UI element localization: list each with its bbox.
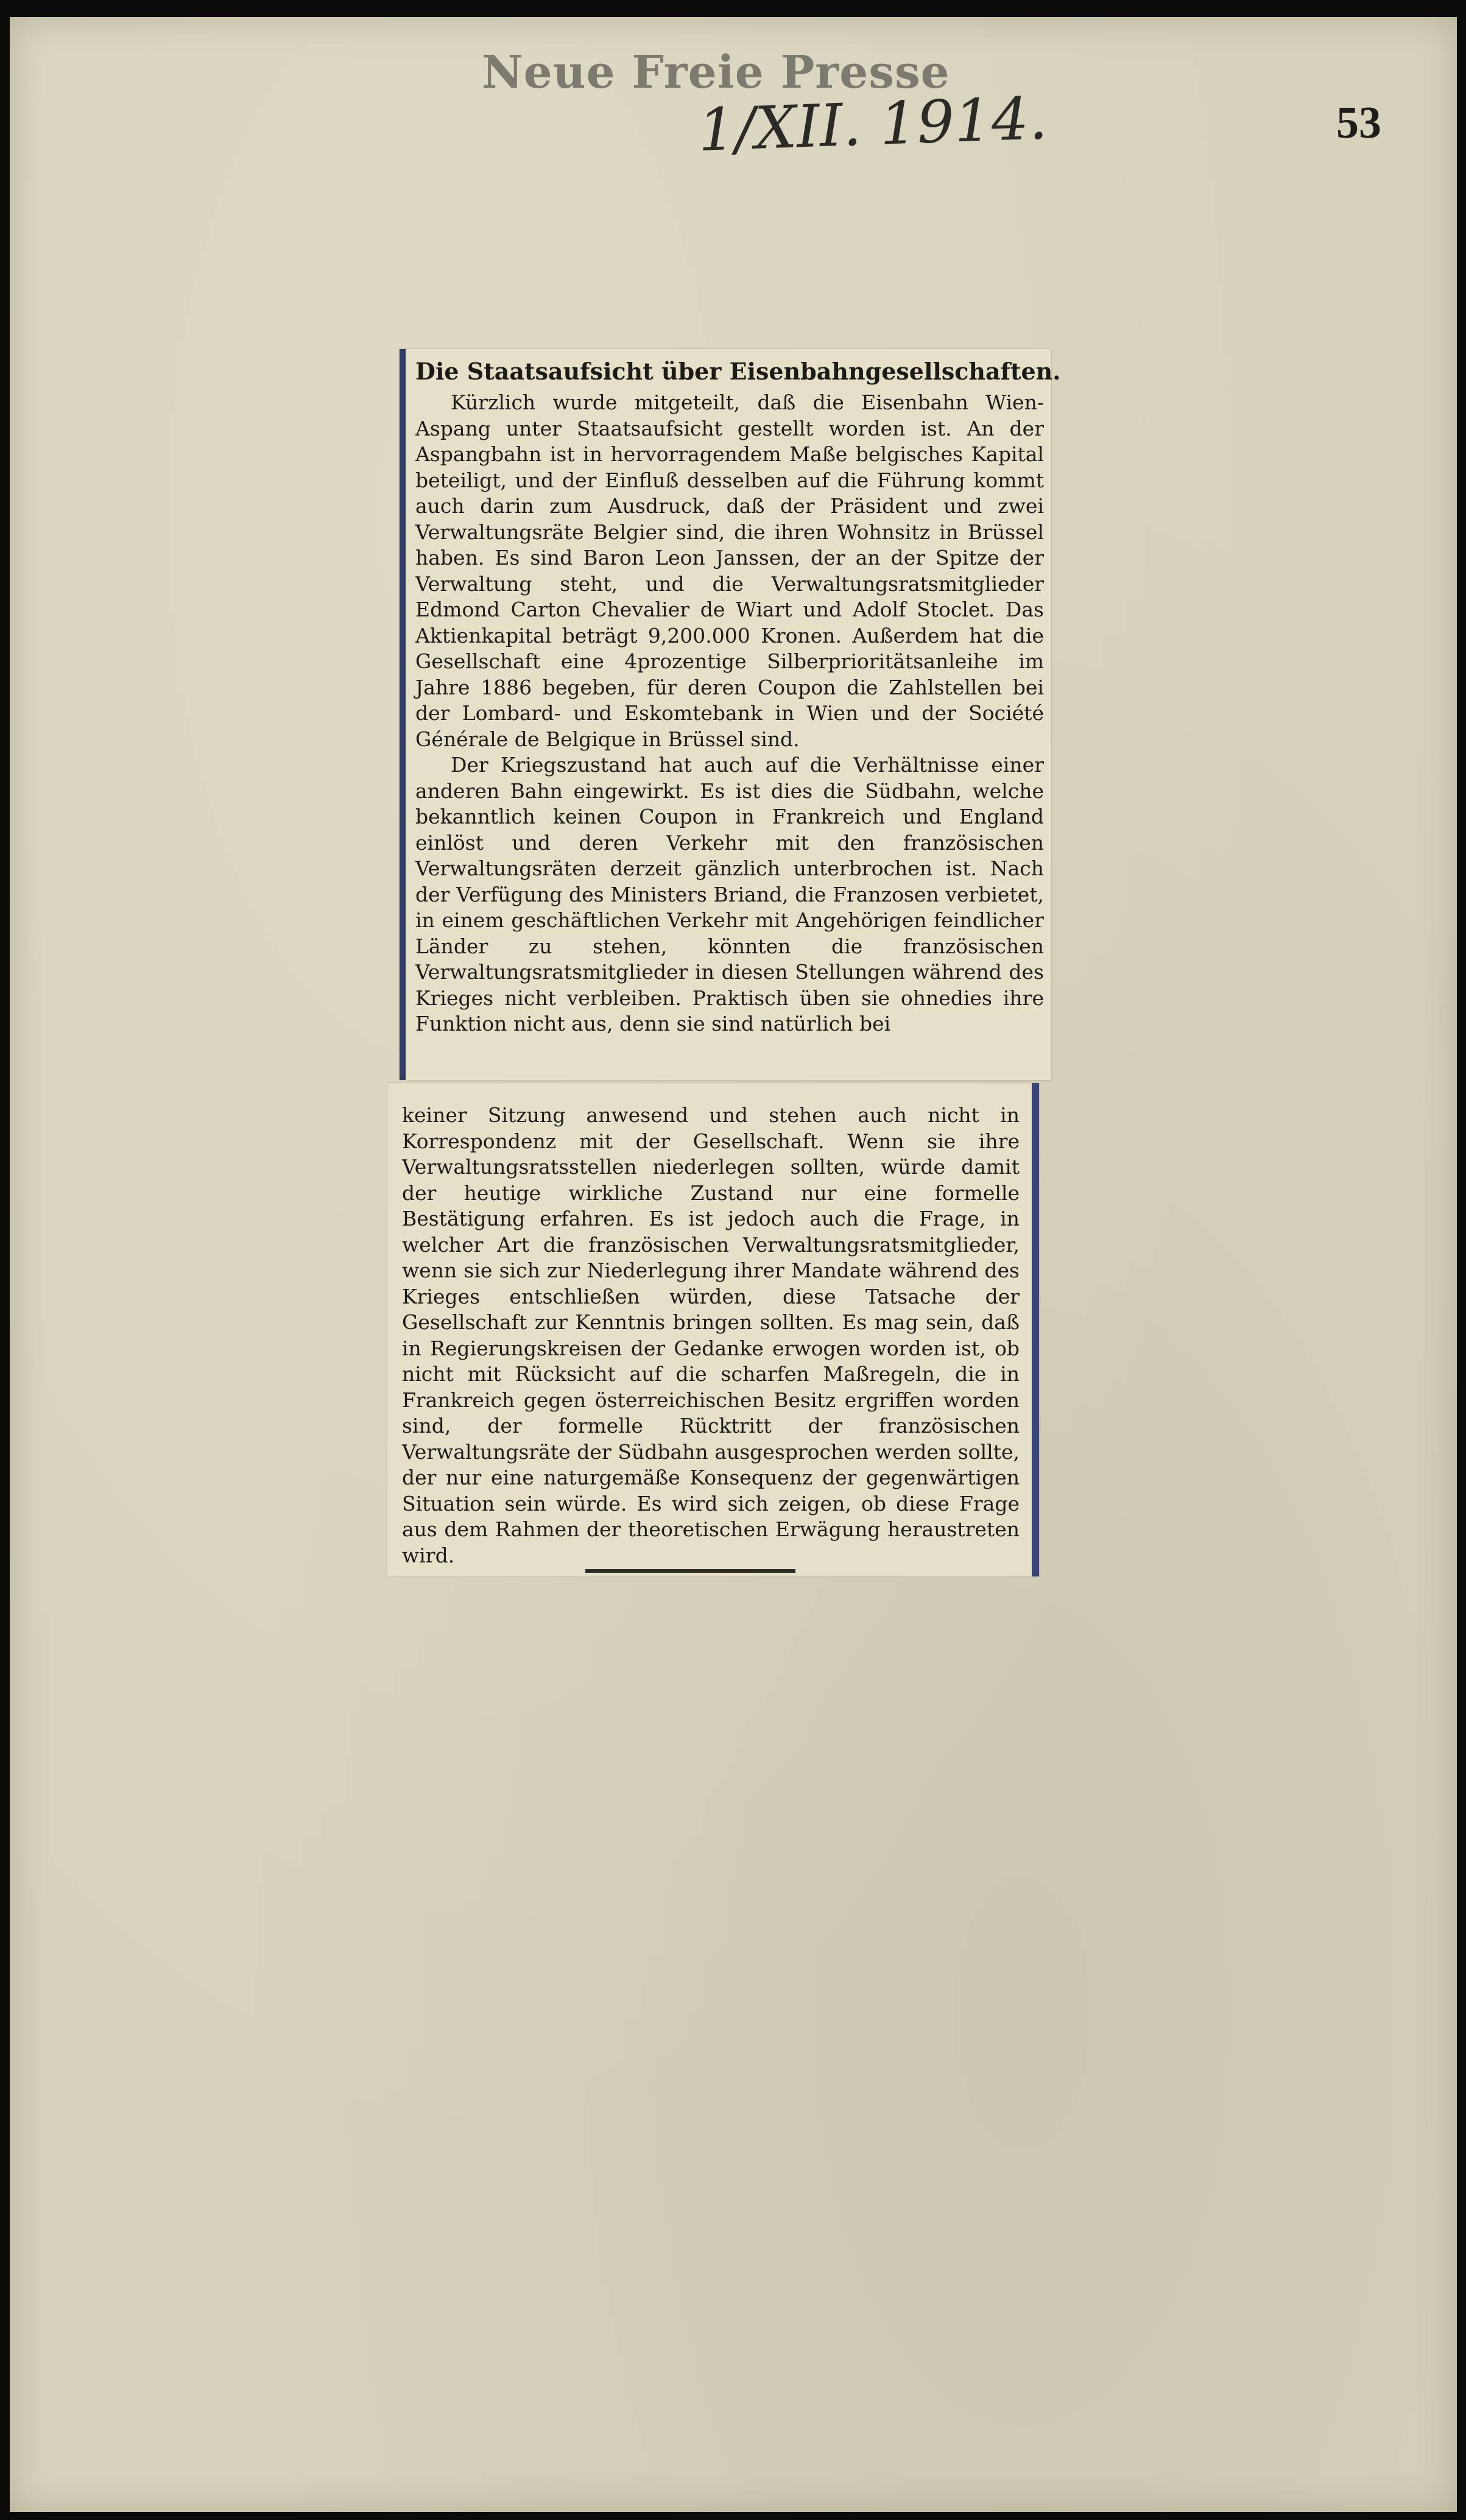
article-paragraph: keiner Sitzung anwesend und stehen auch nicht in Korrespondenz mit der Gesellschaft. Wenn sie ihre Verwaltungsratsstellen niederlegen sollten, würde damit der heutige wirkliche Zustand nur eine formelle Bestätigung erfahren. Es ist jedoch auch die Frage, in welcher Art die französischen Verwaltungsratsmitglieder, wenn sie sich zur Niederlegung ihrer Mandate während des Krieges entschließen würden, diese Tatsache der Gesellschaft zur Kenntnis bringen sollten. Es mag sein, daß in Regierungskreisen der Gedanke erwogen worden ist, ob nicht mit Rücksicht auf die scharfen Maßregeln, die in Frankreich gegen österreichischen Besitz ergriffen worden sind, der formelle Rücktritt der französischen Verwaltungsräte der Südbahn ausgesprochen werden sollte, der nur eine naturgemäße Konsequenz der gegenwärtigen Situation sein würde. Es wird sich zeigen, ob diese Frage aus dem Rahmen der theoretischen Erwägung heraustreten wird. <box>402 1103 1020 1567</box>
newspaper-stamp: Neue Freie Presse <box>482 46 950 99</box>
newspaper-clipping-part-1 <box>400 349 1061 1080</box>
archive-sheet <box>10 17 1457 2512</box>
article-title: Die Staatsaufsicht über Eisenbahngesellschaften. <box>415 358 1061 385</box>
article-paragraph: Kürzlich wurde mitgeteilt, daß die Eisenbahn Wien-Aspang unter Staatsaufsicht gestellt worden ist. An der Aspangbahn ist in hervorragendem Maße belgisches Kapital beteiligt, und der Einfluß desselben auf die Führung kommt auch darin zum Ausdruck, daß der Präsident und zwei Verwaltungsräte Belgier sind, die ihren Wohnsitz in Brüssel haben. Es sind Baron Leon Janssen, der an der Spitze der Verwaltung steht, und die Verwaltungsratsmitglieder Edmond Carton Chevalier de Wiart und Adolf Stoclet. Das Aktienkapital beträgt 9,200.000 Kronen. Außerdem hat die Gesellschaft eine 4prozentige Silberprioritätsanleihe im Jahre 1886 begeben, für deren Coupon die Zahlstellen bei der Lombard- und Eskomtebank in Wien und der Société Générale de Belgique in Brüssel sind. <box>415 390 1044 751</box>
newspaper-clipping-part-2 <box>387 1083 1039 1576</box>
closing-rule <box>585 1569 795 1573</box>
article-paragraph: Der Kriegszustand hat auch auf die Verhältnisse einer anderen Bahn eingewirkt. Es ist dies die Südbahn, welche bekanntlich keinen Coupon in Frankreich und England einlöst und deren Verkehr mit den französischen Verwaltungsräten derzeit gänzlich unterbrochen ist. Nach der Verfügung des Ministers Briand, die Franzosen verbietet, in einem geschäftlichen Verkehr mit Angehörigen feindlicher Länder zu stehen, könnten die französischen Verwaltungsratsmitglieder in diesen Stellungen während des Krieges nicht verbleiben. Praktisch üben sie ohnedies ihre Funktion nicht aus, denn sie sind natürlich bei <box>415 753 1044 1036</box>
page-number: 53 <box>1336 98 1381 148</box>
handwritten-date: 1/XII. 1914. <box>697 84 1049 164</box>
